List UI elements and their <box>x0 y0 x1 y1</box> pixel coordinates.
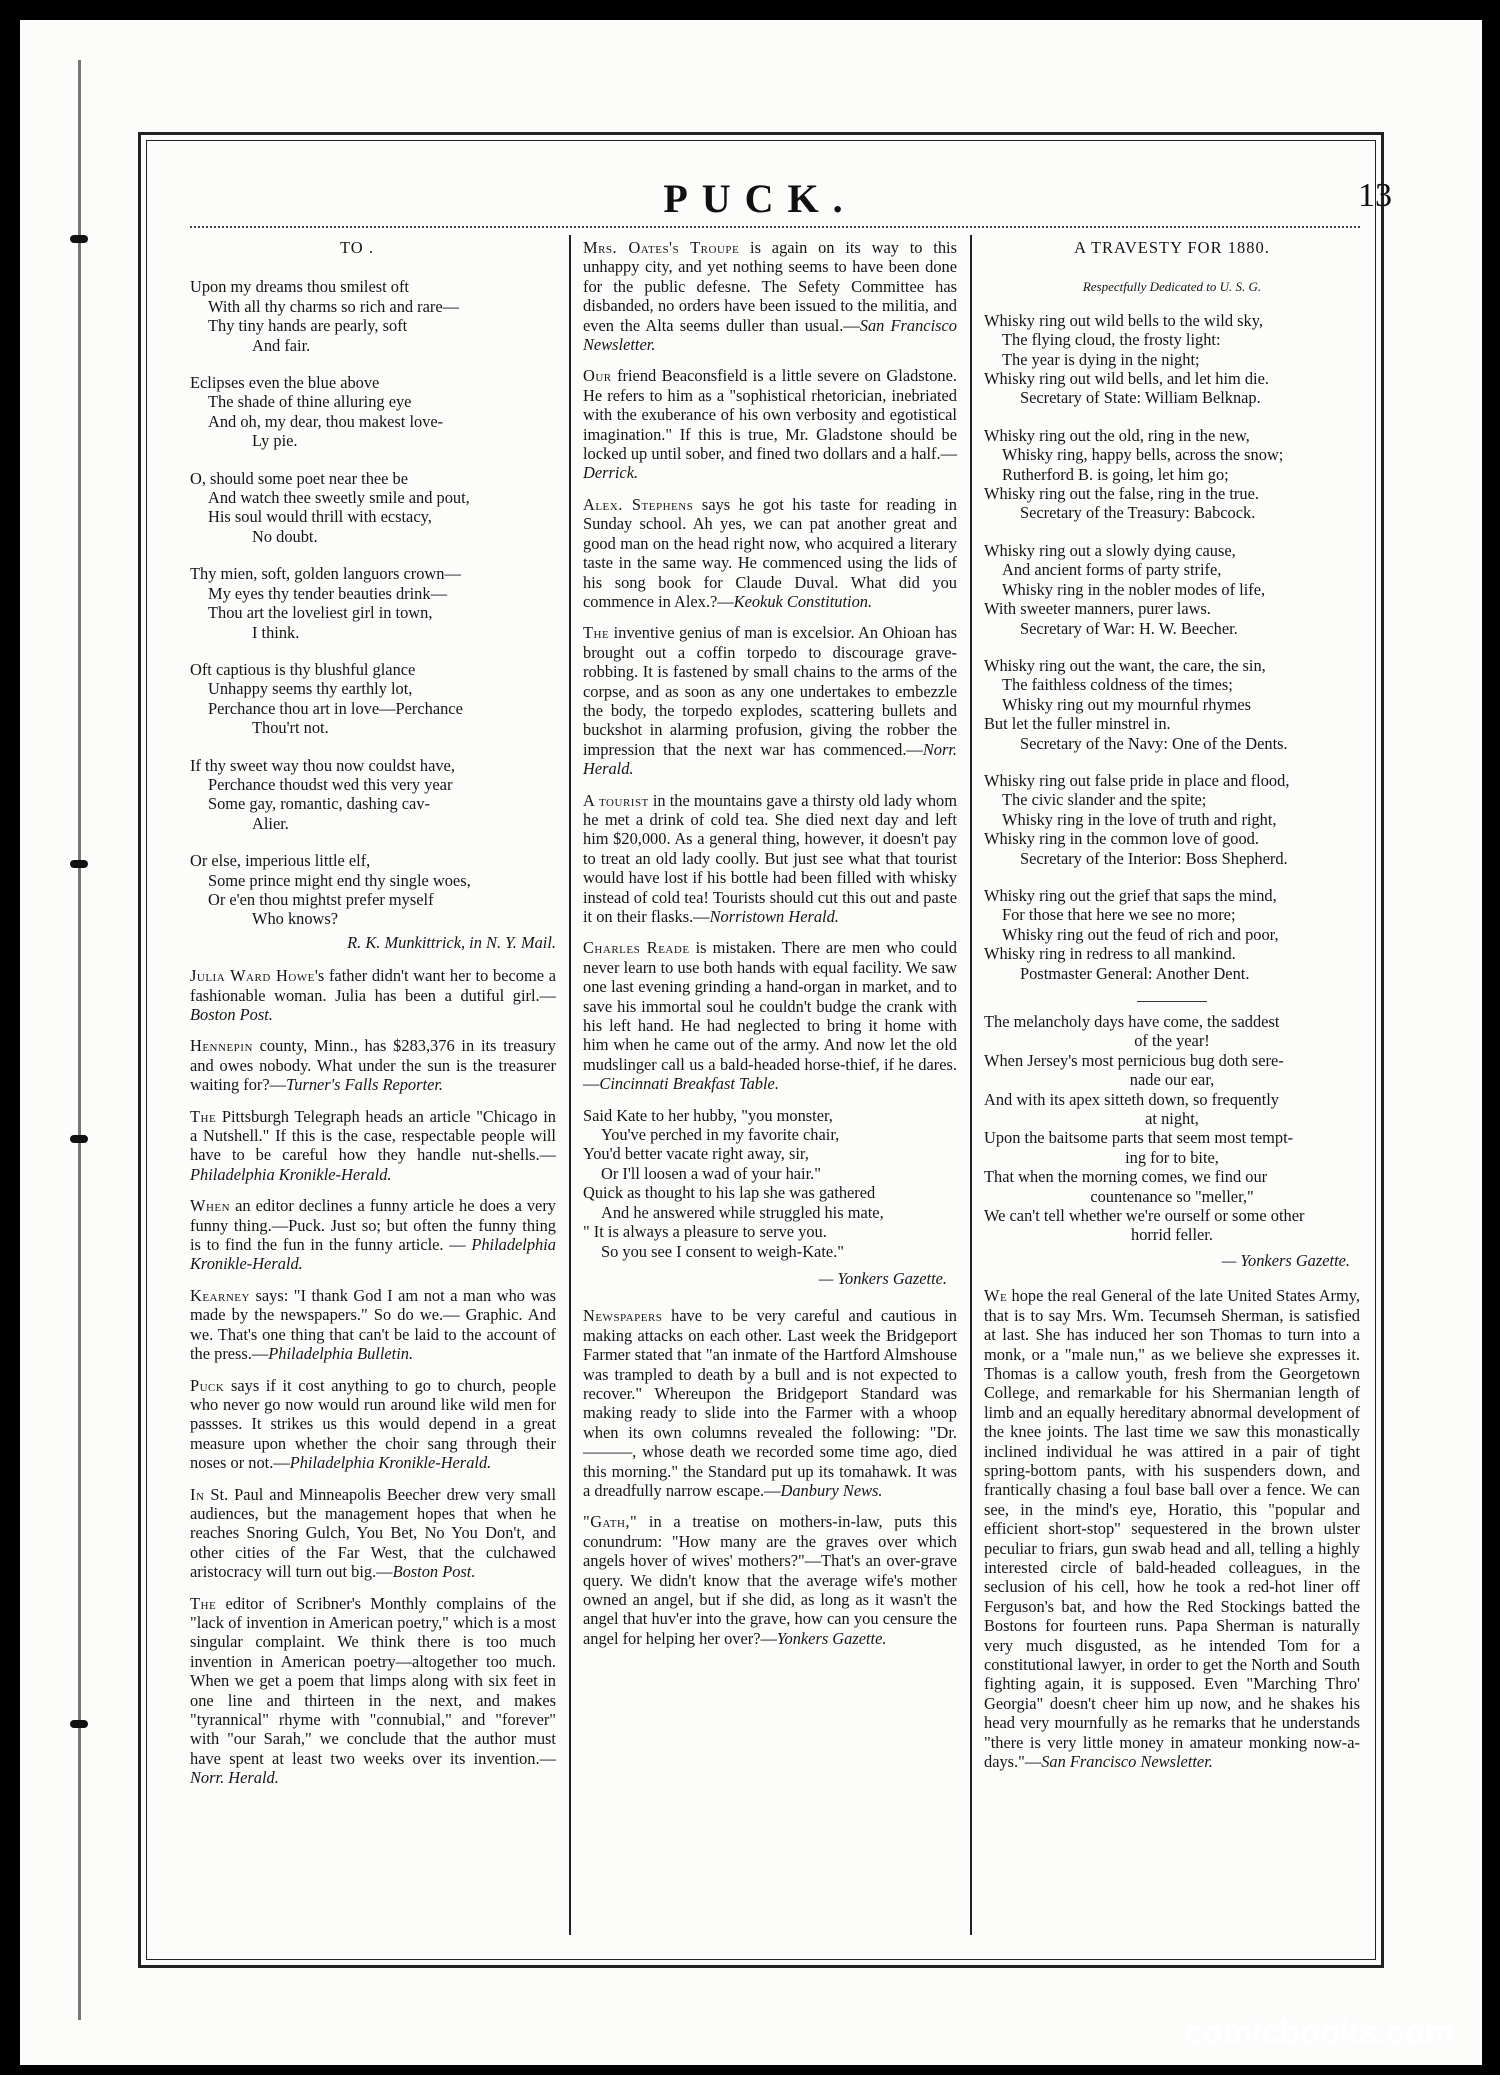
poem-line: Some prince might end thy single woes, <box>208 870 471 890</box>
poem-line: Thou'rt not. <box>252 718 329 738</box>
item-source: Norr. Herald. <box>190 1768 279 1788</box>
binding-hole <box>70 860 88 868</box>
poem-line: Who knows? <box>252 909 339 929</box>
article-item <box>984 1286 1360 1771</box>
travesty-line: But let the fuller minstrel in. <box>984 714 1171 734</box>
column-rule <box>970 235 972 1935</box>
melancholy-line: at night, <box>1145 1109 1199 1129</box>
item-text: friend Beaconsfield is a little severe on Gladstone. He refers to him as a "sophistical rhetorician, inebriated with the exuberance of his own verbosity and egotistical imagination." If this is true, Mr. Gladstone should be locked up until sober, and fined two dollars and a half.— <box>583 366 957 464</box>
item-source: Philadelphia Kronikle-Herald. <box>289 1453 492 1473</box>
melancholy-line: We can't tell whether we're ourself or some other <box>984 1206 1305 1226</box>
article-item <box>190 1196 556 1274</box>
item-source: Philadelphia Kronikle-Herald. <box>190 1164 392 1184</box>
item-source: Yonkers Gazette. <box>776 1628 887 1648</box>
article-item <box>583 938 957 1093</box>
melancholy-line: ing for to bite, <box>1125 1147 1219 1167</box>
article-item <box>583 1306 957 1500</box>
travesty-line: Whisky ring out my mournful rhymes <box>1002 694 1252 714</box>
masthead <box>150 175 1392 223</box>
poem-line: Ly pie. <box>252 431 298 451</box>
binding-hole <box>70 235 88 243</box>
item-lead: Charles Reade <box>583 938 690 958</box>
item-source: San Francisco Newsletter. <box>1041 1752 1213 1772</box>
travesty-line: Whisky ring in the love of truth and right, <box>1002 809 1277 829</box>
verse-credit: — Yonkers Gazette. <box>818 1268 947 1288</box>
poem-stanza <box>190 469 556 547</box>
item-lead: In <box>190 1484 205 1504</box>
article-item <box>190 1036 556 1094</box>
item-text: an editor declines a funny article he does a very funny thing.—Puck. Just so; but often the funny thing is to find the fun in the funny article. — <box>190 1196 556 1255</box>
poem-line: Thy mien, soft, golden languors crown— <box>190 564 461 584</box>
melancholy-credit: — Yonkers Gazette. <box>1221 1250 1350 1270</box>
item-lead: The <box>190 1106 217 1126</box>
travesty-line: With sweeter manners, purer laws. <box>984 599 1211 619</box>
item-source: Danbury News. <box>780 1480 883 1500</box>
travesty-line: Whisky ring out wild bells, and let him die. <box>984 369 1269 389</box>
travesty-stanza <box>984 886 1360 983</box>
poem <box>190 277 556 928</box>
item-lead: The <box>190 1593 217 1613</box>
travesty-office: Secretary of the Treasury: Babcock. <box>1020 503 1256 523</box>
melancholy-line: of the year! <box>1134 1031 1210 1051</box>
poem-stanza <box>190 373 556 451</box>
binding-hole <box>70 1720 88 1728</box>
article-item <box>583 791 957 927</box>
travesty-office: Secretary of the Interior: Boss Shepherd. <box>1020 848 1288 868</box>
item-text: inventive genius of man is excelsior. An Ohioan has brought out a coffin torpedo to discourage grave-robbing. It is fastened by small chains to the arms of the corpse, and as soon as any one undertakes to embezzle the body, the torpedo explodes, scattering bullets and buckshot in alarming profusion, giving the robber the impression that the next war has commenced.— <box>583 623 957 759</box>
item-list <box>583 1306 957 1648</box>
item-text: in the mountains gave a thirsty old lady whom he met a drink of cold tea. She died next day and left him $20,000. As a general thing, however, it doesn't pay to treat an old lady coolly. But just see what that tourist would have lost if his bottle had been filled with whisky instead of cold tea! Tourists should cut this out and paste it on their flasks.— <box>583 790 957 926</box>
item-text: editor of Scribner's Monthly complains of the "lack of invention in American poetry," which is a most singular complaint. We think there is too much invention in American poetry—altogether too much. When we get a poem that limps along with six feet in one line and thirteen in the next, and makes "tyrannical" rhyme with "connubial," and "forever" with "our Sarah," we conclude that the author must have spent at least two weeks over its invention.— <box>190 1593 556 1768</box>
travesty-line: Whisky ring in the nobler modes of life, <box>1002 579 1266 599</box>
travesty-office: Secretary of the Navy: One of the Dents. <box>1020 733 1288 753</box>
item-lead: Alex. Stephens <box>583 494 694 514</box>
item-source: Norr. Herald. <box>583 739 957 779</box>
travesty-line: Whisky ring out the grief that saps the mind, <box>984 885 1277 905</box>
poem-line: The shade of thine alluring eye <box>208 392 412 412</box>
item-lead: Newspapers <box>583 1306 663 1326</box>
travesty-line: Whisky ring out false pride in place and flood, <box>984 770 1290 790</box>
poem-line: If thy sweet way thou now couldst have, <box>190 755 455 775</box>
travesty-line: Whisky ring out the old, ring in the new, <box>984 425 1250 445</box>
item-lead: Puck <box>190 1375 225 1395</box>
travesty-line: The flying cloud, the frosty light: <box>1002 330 1221 350</box>
item-source: Norristown Herald. <box>709 907 839 926</box>
item-text: St. Paul and Minneapolis Beecher drew very small audiences, but the management hopes that when he reaches Snoring Gulch, You Bet, No You Don't, and other cities of the Far West, that the culchawed aristocracy will turn out big.— <box>190 1484 556 1582</box>
travesty-line: For those that here we see no more; <box>1002 905 1236 925</box>
masthead-title: PUCK. <box>663 176 857 221</box>
poem-line: No doubt. <box>252 526 318 546</box>
article-item <box>190 1286 556 1364</box>
poem-line: Upon my dreams thou smilest oft <box>190 277 409 297</box>
article-item <box>190 1376 556 1473</box>
article-item <box>190 1107 556 1185</box>
verse-line: So you see I consent to weigh-Kate." <box>601 1241 844 1261</box>
item-text: have to be very careful and cautious in making attacks on each other. Last week the Bridgeport Farmer stated that "an inmate of the Hartford Almshouse was trampled to death by a bull and is not expected to recover." Whereupon the Bridgeport Standard was making ready to slide into the Farmer with a whoop when its own columns revealed the following: "Dr.———, whose death we recorded some time ago, died this morning." the Standard put up its tomahawk. It was a dreadfully narrow escape.— <box>583 1306 957 1500</box>
item-source: San Francisco Newsletter. <box>583 315 957 355</box>
item-lead: We <box>984 1286 1008 1306</box>
verse-line: You've perched in my favorite chair, <box>601 1125 840 1145</box>
poem-line: Perchance thou art in love—Perchance <box>208 698 463 718</box>
melancholy-line: countenance so "meller," <box>1090 1186 1254 1206</box>
poem-line: Thou art the loveliest girl in town, <box>208 603 433 623</box>
item-text: Pittsburgh Telegraph heads an article "Chicago in a Nutshell." If this is the case, respectable people will have to be careful how they handle nut-shells.— <box>190 1106 556 1165</box>
article-item <box>583 1512 957 1648</box>
travesty-line: Whisky ring out wild bells to the wild sky, <box>984 310 1263 330</box>
page <box>20 20 1482 2065</box>
item-lead: "Gath," <box>583 1512 638 1532</box>
poem-stanza <box>190 756 556 834</box>
article-item <box>190 966 556 1024</box>
poem-line: Unhappy seems thy earthly lot, <box>208 679 413 699</box>
item-list <box>190 966 556 1787</box>
poem-stanza <box>190 851 556 929</box>
verse <box>583 1106 957 1261</box>
melancholy-stanza <box>984 1012 1360 1245</box>
melancholy-line: And with its apex sitteth down, so frequently <box>984 1089 1279 1109</box>
travesty-title: A TRAVESTY FOR 1880. <box>1074 238 1270 257</box>
header-rule <box>190 226 1360 228</box>
poem-stanza <box>190 277 556 355</box>
column-3 <box>984 238 1360 1783</box>
poem-line: And oh, my dear, thou makest love- <box>208 411 444 431</box>
verse-stanza <box>583 1106 957 1261</box>
travesty-line: And ancient forms of party strife, <box>1002 560 1222 580</box>
poem-line: And fair. <box>252 335 311 355</box>
verse-line: " It is always a pleasure to serve you. <box>583 1222 827 1242</box>
item-source: Philadelphia Bulletin. <box>268 1344 414 1364</box>
article-item <box>190 1594 556 1788</box>
verse-line: You'd better vacate right away, sir, <box>583 1144 809 1164</box>
item-source: Derrick. <box>583 463 639 483</box>
item-lead: Kearney <box>190 1285 250 1305</box>
article-item <box>583 495 957 611</box>
travesty-line: Whisky ring out a slowly dying cause, <box>984 540 1236 560</box>
poem-line: O, should some poet near thee be <box>190 468 409 488</box>
travesty-stanza <box>984 656 1360 753</box>
item-text: in a treatise on mothers-in-law, puts this conundrum: "How many are the graves over which angels hover of wives' mothers?"—That's an over-grave query. We didn't know that the average wife's mother owned an angel, but if she did, as long as it wasn't the angel that huv'er into the grave, how can you censure the angel for helping her over?— <box>583 1512 957 1648</box>
travesty-stanza <box>984 311 1360 408</box>
article-item <box>190 1485 556 1582</box>
item-lead: Our <box>583 366 612 386</box>
travesty-line: Rutherford B. is going, let him go; <box>1002 464 1229 484</box>
verse-line: Or I'll loosen a wad of your hair." <box>601 1163 821 1183</box>
item-source: Philadelphia Kronikle-Herald. <box>190 1235 556 1274</box>
travesty-stanza <box>984 541 1360 638</box>
verse-line: Quick as thought to his lap she was gathered <box>583 1183 876 1203</box>
travesty-line: Whisky ring in the common love of good. <box>984 829 1259 849</box>
column-1 <box>190 238 556 1800</box>
item-source: Cincinnati Breakfast Table. <box>599 1074 779 1094</box>
poem-line: Eclipses even the blue above <box>190 373 380 393</box>
travesty-line: The civic slander and the spite; <box>1002 790 1207 810</box>
poem-line: And watch thee sweetly smile and pout, <box>208 488 470 508</box>
poem-line: Or e'en thou mightst prefer myself <box>208 889 434 909</box>
poem-line: I think. <box>252 622 300 642</box>
melancholy-line: horrid feller. <box>1131 1225 1213 1245</box>
travesty-line: Whisky ring in redress to all mankind. <box>984 944 1236 964</box>
item-text: 's father didn't want her to become a fashionable woman. Julia has been a dutiful girl.— <box>190 966 557 1005</box>
poem-credit: R. K. Munkittrick, in N. Y. Mail. <box>347 932 556 952</box>
article-item <box>583 238 957 354</box>
poem-line: Oft captious is thy blushful glance <box>190 659 416 679</box>
poem-line: Alier. <box>252 813 289 833</box>
travesty-line: Whisky ring out the false, ring in the true. <box>984 484 1259 504</box>
item-source: Turner's Falls Reporter. <box>286 1075 443 1095</box>
melancholy-verse <box>984 1012 1360 1245</box>
verse-line: And he answered while struggled his mate, <box>601 1202 884 1222</box>
poem-stanza <box>190 660 556 738</box>
item-text: hope the real General of the late United States Army, that is to say Mrs. Wm. Tecumseh Sherman, is satisfied at last. She has induced her son Thomas to turn into a monk, or a "male nun," as we believe she expresses it. Thomas is a callow youth, fresh from the Georgetown College, and remarkable for his Shermanian length of limb and an equally hereditary abnormal development of the knee joints. The last time we saw this monastically inclined individual he was attired in a pair of tight spring-bottom pants, with his suspenders down, and frantically chasing a foul base ball over a fence. We can see, in the mind's eye, Horatio, this "popular and efficient short-stop" sequestered in the brown ulster peculiar to friars, gun swab head and all, telling a highly interested circle of bald-headed colleagues, in the seclusion of his cell, how he took a red-hot liner off Ferguson's bat, and how the Red Stockings batted the Bostons for fourteen runs. Papa Sherman is naturally very much disgusted, as he intended Tom for a constitutional lawyer, in order to get the North and South fighting again, it is supposed. Even "Marching Thro' Georgia" doesn't cheer him up now, and he shakes his head very mournfully as he remarks that he understands "there is very little money in amateur monking now-a-days."— <box>984 1286 1360 1772</box>
travesty-stanza <box>984 771 1360 868</box>
item-text: is again on its way to this unhappy city, and yet nothing seems to have been done for the public defesne. The Sefety Committee has disbanded, no orders have been issued to the militia, and even the Alta seems duller than usual.— <box>583 238 957 335</box>
item-source: Keokuk Constitution. <box>733 591 873 611</box>
item-lead: The <box>583 623 610 643</box>
melancholy-line: The melancholy days have come, the saddest <box>984 1012 1280 1031</box>
item-lead: Hennepin <box>190 1036 253 1056</box>
article-item <box>583 366 957 482</box>
divider <box>1137 1001 1207 1002</box>
poem-line: Thy tiny hands are pearly, soft <box>208 316 408 336</box>
poem-line: Or else, imperious little elf, <box>190 851 371 871</box>
poem-title: TO . <box>340 238 374 257</box>
melancholy-line: Upon the baitsome parts that seem most tempt- <box>984 1128 1294 1148</box>
column-2 <box>583 238 957 1660</box>
travesty-line: Whisky ring out the feud of rich and poor, <box>1002 924 1279 944</box>
watermark-logo: comicbooks.com <box>1184 2013 1454 2050</box>
travesty-office: Secretary of War: H. W. Beecher. <box>1020 618 1238 638</box>
travesty-poem <box>984 311 1360 983</box>
item-lead: When <box>190 1196 231 1216</box>
poem-line: Some gay, romantic, dashing cav- <box>208 794 430 814</box>
travesty-line: Whisky ring, happy bells, across the snow; <box>1002 445 1284 465</box>
item-lead: Julia Ward Howe <box>190 966 315 986</box>
item-list <box>583 238 957 1094</box>
binding-hole <box>70 1135 88 1143</box>
travesty-line: The year is dying in the night; <box>1002 349 1200 369</box>
melancholy-line: That when the morning comes, we find our <box>984 1167 1268 1187</box>
poem-line: My eyes thy tender beauties drink— <box>208 583 447 603</box>
melancholy-line: When Jersey's most pernicious bug doth sere- <box>984 1050 1284 1070</box>
travesty-office: Postmaster General: Another Dent. <box>1020 963 1250 983</box>
travesty-office: Secretary of State: William Belknap. <box>1020 388 1261 408</box>
page-number: 13 <box>1358 177 1392 214</box>
item-source: Boston Post. <box>190 1005 273 1024</box>
travesty-stanza <box>984 426 1360 523</box>
poem-stanza <box>190 564 556 642</box>
dedication: Respectfully Dedicated to U. S. G. <box>1082 279 1262 295</box>
column-rule <box>569 235 571 1935</box>
verse-line: Said Kate to her hubby, "you monster, <box>583 1105 833 1125</box>
item-text: is mistaken. There are men who could never learn to use both hands with equal facility. We saw one last evening grinding a hand-organ in market, and to save his immortal soul he couldn't budge the crank with his left hand. He had neglected to bring it home with him when he came out of the army. And now let the old mudslinger call us a bald-headed horse-thief, if he dares.— <box>583 938 957 1094</box>
poem-line: With all thy charms so rich and rare— <box>208 296 460 316</box>
item-lead: A tourist <box>583 790 649 810</box>
travesty-line: Whisky ring out the want, the care, the sin, <box>984 655 1266 675</box>
item-source: Boston Post. <box>392 1562 476 1582</box>
poem-line: His soul would thrill with ecstacy, <box>208 507 432 527</box>
item-lead: Mrs. Oates's Troupe <box>583 238 740 257</box>
article-item <box>583 623 957 778</box>
travesty-line: The faithless coldness of the times; <box>1002 675 1233 695</box>
item-text: says if it cost anything to go to church, people who never go now would run around like wild men for passses. It strikes us this would depend in a great measure upon whether the choir sang through their noses or not.— <box>190 1375 556 1473</box>
poem-line: Perchance thoudst wed this very year <box>208 774 453 794</box>
item-text: says he got his taste for reading in Sunday school. Ah yes, we can pat another great and good man on the head right now, who acquired a literary taste in the same way. He commenced using the lids of his song book for Claude Duval. What did you commence in Alex.?— <box>583 494 957 611</box>
item-text: county, Minn., has $283,376 in its treasury and owes nobody. What under the sun is the treasurer waiting for?— <box>190 1036 556 1095</box>
melancholy-line: nade our ear, <box>1129 1070 1215 1090</box>
item-text: says: "I thank God I am not a man who was made by the newspapers." So do we.— Graphic. And we. That's one thing that can't be laid to the account of the press.— <box>190 1285 556 1364</box>
